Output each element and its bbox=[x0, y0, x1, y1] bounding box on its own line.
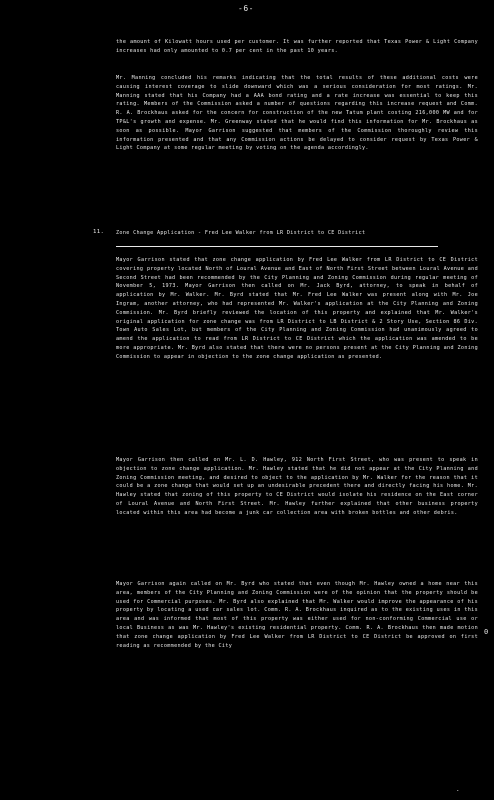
paragraph-hawley-objection: Mayor Garrison then called on Mr. L. D. Hawley, 912 North First Street, who was present to speak in objection to zone change application. Mr. Hawley stated that he did not appear at the City Planning and Zoning Commission meeting, and desired to object to the application by Mr. Walker for the reason that it could be a zone change that would set up an undesirable precedent there and directly facing his home. Mr. Hawley stated that zoning of this property to CE District would isolate his residence on the East corner of Loural Avenue and North First Street. Mr. Hawley further explained that other business property located within this area had become a junk car collection area with broken bottles and other debris. bbox=[116, 457, 478, 516]
corner-mark: . bbox=[456, 786, 460, 793]
agenda-item-underline bbox=[116, 246, 438, 247]
paragraph-byrd-response: Mayor Garrison again called on Mr. Byrd who stated that even though Mr. Hawley owned a home near this area, members of the City Planning and Zoning Commission were of the opinion that the property should be used for Commercial purposes. Mr. Byrd also explained that Mr. Walker would improve the appearance of his property by locating a used car sales lot. Comm. R. A. Brockhaus inquired as to the existing uses in this area and was informed that most of this property was either used for non-conforming Commercial use or local Business as was Mr. Hawley's existing residential property. Comm. R. A. Brockhaus then made motion that zone change application by Fred Lee Walker from LR District to CE District be approved on first reading as recommended by the City bbox=[116, 581, 478, 649]
paragraph-kilowatt: the amount of Kilowatt hours used per customer. It was further reported that Texas Power & Light Company increases had only amounted to 0.7 per cent in the past 10 years. bbox=[116, 39, 478, 54]
paragraph-manning-remarks: Mr. Manning concluded his remarks indicating that the total results of these additional costs were causing interest coverage to slide downward which was a serious consideration for most ratings. Mr. Manning stated that his Company had a AAA bond rating and a rate increase was essential to keep this rating. Members of the Commission asked a number of questions regarding this increase request and Comm. R. A. Brockhaus asked for the concern for construction of the new Tatum plant costing 216,000 MW and for TP&L's growth and expense. Mr. Greenway stated that he would find this information for Mr. Brockhaus as soon as possible. Mayor Garrison suggested that members of the Commission thoroughly review this information presented and that any Commission actions be delayed to consider request by Texas Power & Light Company at some regular meeting by voting on the agenda accordingly. bbox=[116, 75, 478, 152]
agenda-item-title: Zone Change Application - Fred Lee Walker from LR District to CE District bbox=[116, 230, 366, 236]
agenda-item-number: 11. bbox=[93, 229, 105, 235]
page-number: -6- bbox=[238, 4, 254, 13]
margin-mark: 0 bbox=[484, 628, 489, 636]
paragraph-garrison-walker: Mayor Garrison stated that zone change application by Fred Lee Walker from LR District to CE District covering property located North of Loural Avenue and East of North First Street between Loural Avenue and Second Street had been recommended by the City Planning and Zoning Commission during regular meeting of November 5, 1973. Mayor Garrison then called on Mr. Jack Byrd, attorney, to speak in behalf of application by Mr. Walker. Mr. Byrd stated that Mr. Fred Lee Walker was present along with Mr. Joe Ingram, another attorney, who had represented Mr. Walker's application at the City Planning and Zoning Commission. Mr. Byrd briefly reviewed the location of this property and explained that Mr. Walker's original application for zone change was from LR District to LB District & 2 Story Use, Section 86 Div. Town Auto Sales Lot, but members of the City Planning and Zoning Commission had unanimously agreed to amend the application to read from LR District to CE District which the application was amended to be more appropriate. Mr. Byrd also stated that there were no persons present at the City Planning and Zoning Commission to appear in objection to the zone change application as presented. bbox=[116, 257, 478, 360]
